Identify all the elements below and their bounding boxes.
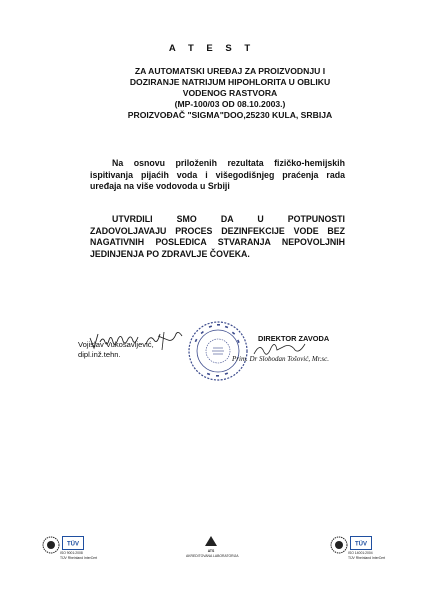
accreditation-badge xyxy=(186,534,239,578)
paragraph-conclusion xyxy=(90,214,345,260)
tuv-logo-icon xyxy=(350,536,372,550)
subtitle-line: VODENOG RASTVORA xyxy=(182,88,278,98)
certification-badge-right xyxy=(328,534,386,574)
certification-body: TÜV Rheinland InterCert xyxy=(348,556,386,560)
paragraph-line: Na osnovu priloženih rezultata fizičko-hemijskih xyxy=(112,158,345,168)
accreditation-name: ATS xyxy=(207,549,215,553)
certification-seal-icon xyxy=(330,536,348,554)
accreditation-logo-icon xyxy=(203,534,219,548)
director-title: DIREKTOR ZAVODA xyxy=(258,334,330,343)
signatory-title: dipl.inž.tehn. xyxy=(78,350,121,359)
document-title: A T E S T xyxy=(168,43,256,54)
paragraph-line: uređaja na više vodovoda u Srbiji xyxy=(90,181,230,191)
subtitle-line: ZA AUTOMATSKI UREĐAJ ZA PROIZVODNJU I xyxy=(134,66,326,76)
accreditation-text: AKREDITOVANA LABORATORIJA xyxy=(186,554,239,558)
subtitle-line: DOZIRANJE NATRIJUM HIPOHLORITA U OBLIKU xyxy=(129,77,331,87)
subtitle-line: (MP-100/03 OD 08.10.2003.) xyxy=(174,99,286,109)
signatory-name: Vojislav Vukosavljević, xyxy=(78,340,154,349)
left-signatory xyxy=(78,340,154,360)
subtitle-line: PROIZVOĐAČ "SIGMA"DOO,25230 KULA, SRBIJA xyxy=(127,110,333,120)
certification-badge-left xyxy=(40,534,98,574)
paragraph-line: UTVRDILI SMO DA U POTPUNOSTI xyxy=(112,214,345,224)
svg-text:TÜV: TÜV xyxy=(355,541,367,548)
director-name: Prim. Dr Slobodan Tošović, Mr.sc. xyxy=(232,355,329,363)
certification-standard: ISO 14001:2004 xyxy=(348,551,373,555)
certification-standard: ISO 9001:2008 xyxy=(60,551,83,555)
document-subtitle xyxy=(80,66,380,121)
paragraph-line: ZADOVOLJAVAJU PROCES DEZINFEKCIJE VODE BEZ xyxy=(90,225,345,236)
paragraph-line: JEDINJENJA PO ZDRAVLJE ČOVEKA. xyxy=(90,248,250,259)
svg-text:TÜV: TÜV xyxy=(67,541,79,548)
certification-seal-icon xyxy=(42,536,60,554)
tuv-logo-icon xyxy=(62,536,84,550)
paragraph-line: ispitivanja pijaćih voda i višegodišnjeg praćenja rada xyxy=(90,169,345,180)
paragraph-line: NAGATIVNIH POSLEDICA STVARANJA NEPOVOLJNIH xyxy=(90,237,345,247)
paragraph-intro xyxy=(90,158,345,193)
certification-body: TÜV Rheinland InterCert xyxy=(60,556,98,560)
institution-stamp xyxy=(187,320,249,382)
